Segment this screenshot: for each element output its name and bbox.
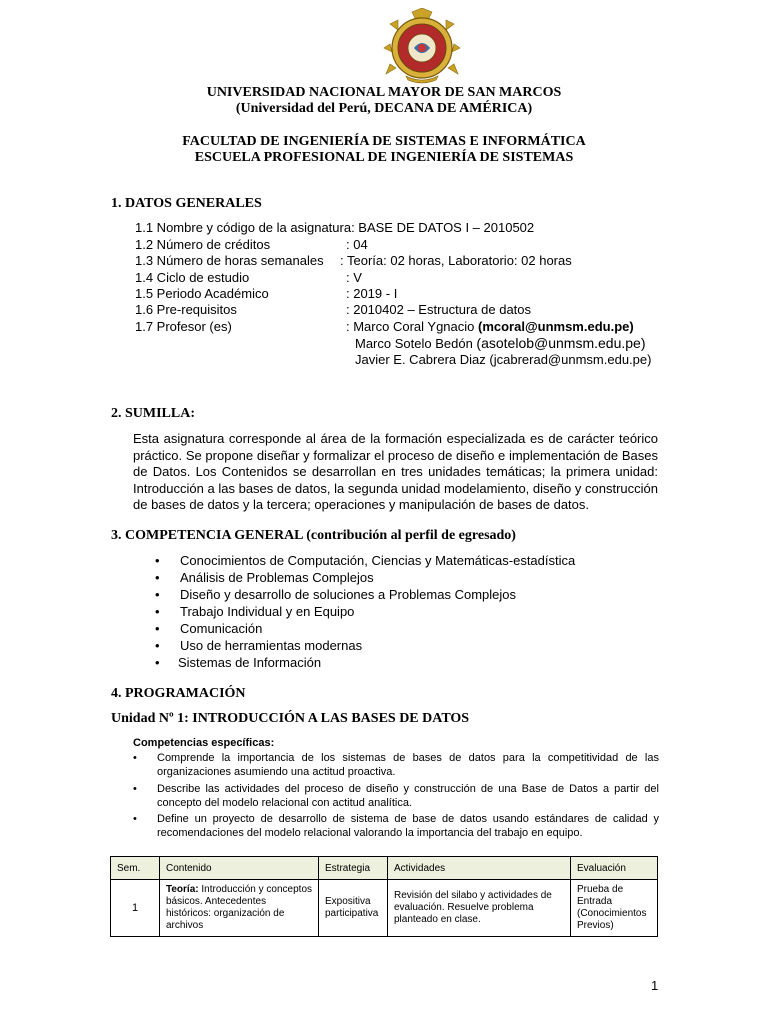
- schedule-table: [110, 856, 658, 937]
- strategy-cell: Expositiva participativa: [319, 880, 388, 937]
- general-data-value: : 04: [346, 237, 368, 252]
- column-header-content: Contenido: [160, 857, 319, 880]
- column-header-strategy: Estrategia: [319, 857, 388, 880]
- column-header-week: Sem.: [111, 857, 160, 880]
- section-3-title-paren: (contribución al perfil de egresado): [306, 528, 516, 543]
- bullet-icon: •: [155, 655, 160, 670]
- column-header-activities: Actividades: [388, 857, 571, 880]
- faculty-name: FACULTAD DE INGENIERÍA DE SISTEMAS E INFORMÁTICA: [182, 134, 586, 149]
- section-2-title: 2. SUMILLA:: [111, 406, 196, 421]
- theory-label: Teoría:: [166, 884, 199, 895]
- bullet-icon: •: [155, 621, 160, 636]
- professor-3-email: (jcabrerad@unmsm.edu.pe): [489, 352, 652, 367]
- section-3-title: [111, 528, 516, 544]
- specific-competencies-label: Competencias específicas:: [133, 737, 275, 749]
- university-name: UNIVERSIDAD NACIONAL MAYOR DE SAN MARCOS: [206, 85, 562, 100]
- general-data-label: 1.1 Nombre y código de la asignatura: BASE DE DATOS I – 2010502: [135, 220, 535, 235]
- professor-1-email: (mcoral@unmsm.edu.pe): [478, 319, 634, 334]
- column-header-evaluation: Evaluación: [571, 857, 658, 880]
- professor-3-name: Javier E. Cabrera Diaz: [355, 352, 486, 367]
- general-data-value: [346, 319, 634, 334]
- university-seal-icon: [380, 8, 464, 84]
- general-data-label: 1.6 Pre-requisitos: [135, 302, 237, 317]
- professor-2-email: (asotelob@unmsm.edu.pe): [476, 335, 646, 351]
- general-data-value: : Teoría: 02 horas, Laboratorio: 02 horas: [340, 253, 572, 268]
- general-data-label: 1.5 Periodo Académico: [135, 286, 269, 301]
- unit-1-title: Unidad Nº 1: INTRODUCCIÓN A LAS BASES DE DATOS: [111, 711, 470, 726]
- bullet-icon: •: [155, 553, 160, 568]
- professor-2-name: Marco Sotelo Bedón: [355, 336, 473, 351]
- bullet-icon: •: [133, 783, 137, 795]
- professor-3: [355, 352, 651, 367]
- activities-cell: Revisión del silabo y actividades de evaluación. Resuelve problema planteado en clase.: [388, 880, 571, 937]
- bullet-icon: •: [155, 604, 160, 619]
- bullet-icon: •: [155, 587, 160, 602]
- section-3-title-main: 3. COMPETENCIA GENERAL: [111, 528, 307, 543]
- summary-paragraph: Esta asignatura corresponde al área de la formación especializada es de carácter teórico práctico. Se propone diseñar y formalizar el proceso de diseño e implementación de Bases de Datos. Los Contenidos se desarrollan en tres unidades temáticas; la primera unidad: Introducción a las bases de datos, la segunda unidad modelamiento, diseño y construcción de bases de datos y la tercera; operaciones y manipulación de bases de datos.: [133, 431, 658, 512]
- page-number: 1: [651, 978, 659, 993]
- section-4-title: 4. PROGRAMACIÓN: [111, 686, 246, 701]
- bullet-icon: •: [133, 813, 137, 825]
- school-name: ESCUELA PROFESIONAL DE INGENIERÍA DE SISTEMAS: [194, 150, 574, 165]
- evaluation-cell: Prueba de Entrada (Conocimientos Previos): [571, 880, 658, 937]
- bullet-icon: •: [155, 638, 160, 653]
- general-data-label: 1.7 Profesor (es): [135, 319, 232, 334]
- professor-2: [355, 335, 646, 351]
- general-data-value: : 2010402 – Estructura de datos: [346, 302, 532, 317]
- general-data-value: : 2019 - I: [346, 286, 398, 301]
- general-data-label: 1.3 Número de horas semanales: [135, 253, 324, 268]
- content-cell: [160, 880, 319, 937]
- general-data-label: 1.4 Ciclo de estudio: [135, 270, 250, 285]
- university-subtitle: (Universidad del Perú, DECANA DE AMÉRICA): [235, 101, 533, 116]
- week-cell: 1: [111, 880, 160, 937]
- table-row: [111, 880, 658, 937]
- professor-1-name: : Marco Coral Ygnacio: [346, 319, 475, 334]
- section-1-title: 1. DATOS GENERALES: [111, 196, 262, 211]
- bullet-icon: •: [155, 570, 160, 585]
- bullet-icon: •: [133, 752, 137, 764]
- general-data-value: : V: [346, 270, 362, 285]
- table-header-row: [111, 857, 658, 880]
- content-text: Introducción y conceptos básicos. Antecedentes históricos: organización de archivos: [166, 884, 313, 931]
- general-data-label: 1.2 Número de créditos: [135, 237, 271, 252]
